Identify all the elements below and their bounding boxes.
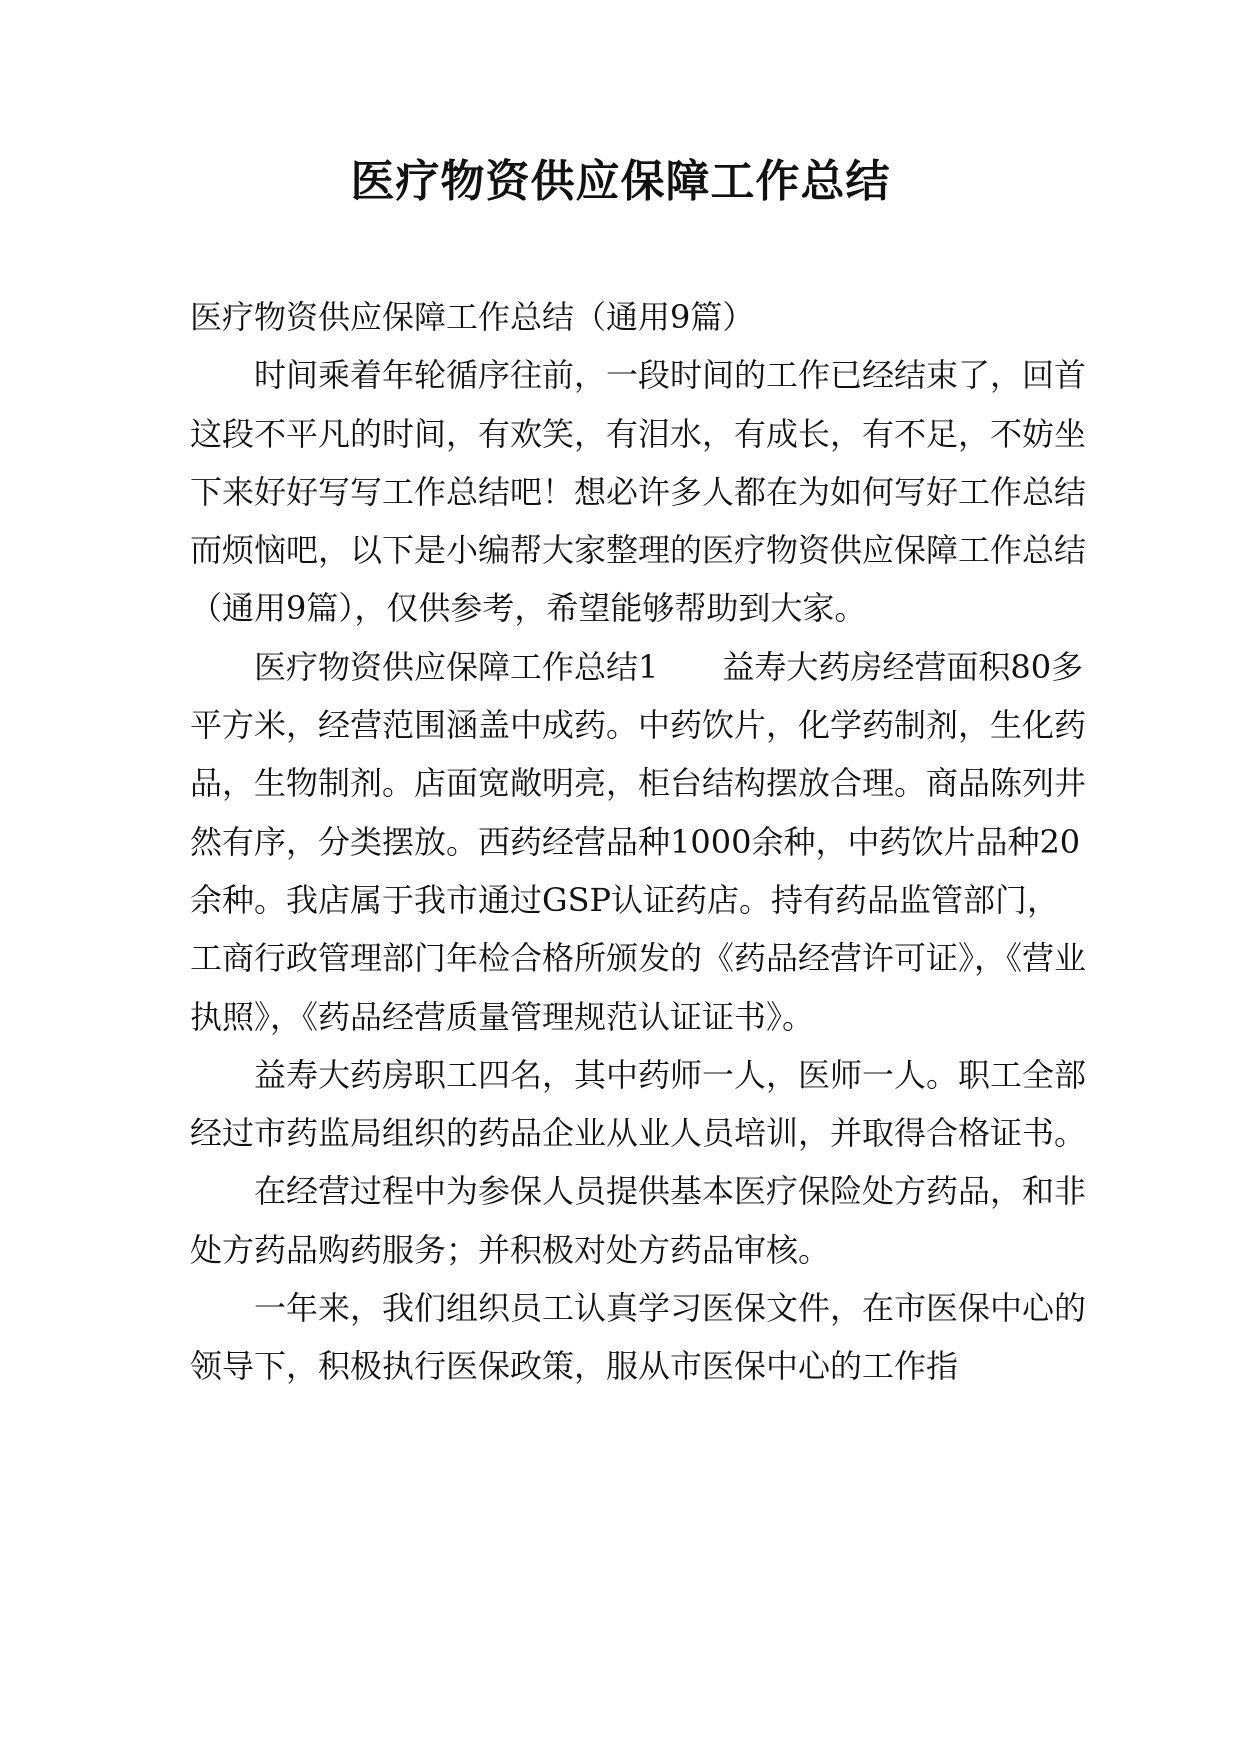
paragraph-year-review: 一年来，我们组织员工认真学习医保文件，在市医保中心的领导下，积极执行医保政策，服从市医保中心的工作指 xyxy=(190,1289,1087,1386)
paragraph-section-1: 医疗物资供应保障工作总结1 益寿大药房经营面积80多平方米，经营范围涵盖中成药。中药饮片，化学药制剂，生化药品，生物制剂。店面宽敞明亮，柜台结构摆放合理。商品陈列井然有序，分类摆放。西药经营品种1000余种，中药饮片品种20余种。我店属于我市通过GSP认证药店。持有药品监管部门，工商行政管理部门年检合格所颁发的《药品经营许可证》，《营业执照》，《药品经营质量管理规范认证证书》。 xyxy=(190,647,1087,1036)
document-subtitle: 医疗物资供应保障工作总结（通用9篇） xyxy=(190,298,755,336)
paragraph-intro: 时间乘着年轮循序往前，一段时间的工作已经结束了，回首这段不平凡的时间，有欢笑，有泪水，有成长，有不足，不妨坐下来好好写写工作总结吧！想必许多人都在为如何写好工作总结而烦恼吧，以下是小编帮大家整理的医疗物资供应保障工作总结（通用9篇），仅供参考，希望能够帮助到大家。 xyxy=(190,356,1087,628)
paragraph-staff: 益寿大药房职工四名，其中药师一人，医师一人。职工全部经过市药监局组织的药品企业从业人员培训，并取得合格证书。 xyxy=(190,1055,1087,1153)
document-title: 医疗物资供应保障工作总结 xyxy=(350,156,891,207)
paragraph-service: 在经营过程中为参保人员提供基本医疗保险处方药品，和非处方药品购药服务；并积极对处方药品审核。 xyxy=(190,1172,1087,1269)
document-body xyxy=(190,288,1090,1396)
